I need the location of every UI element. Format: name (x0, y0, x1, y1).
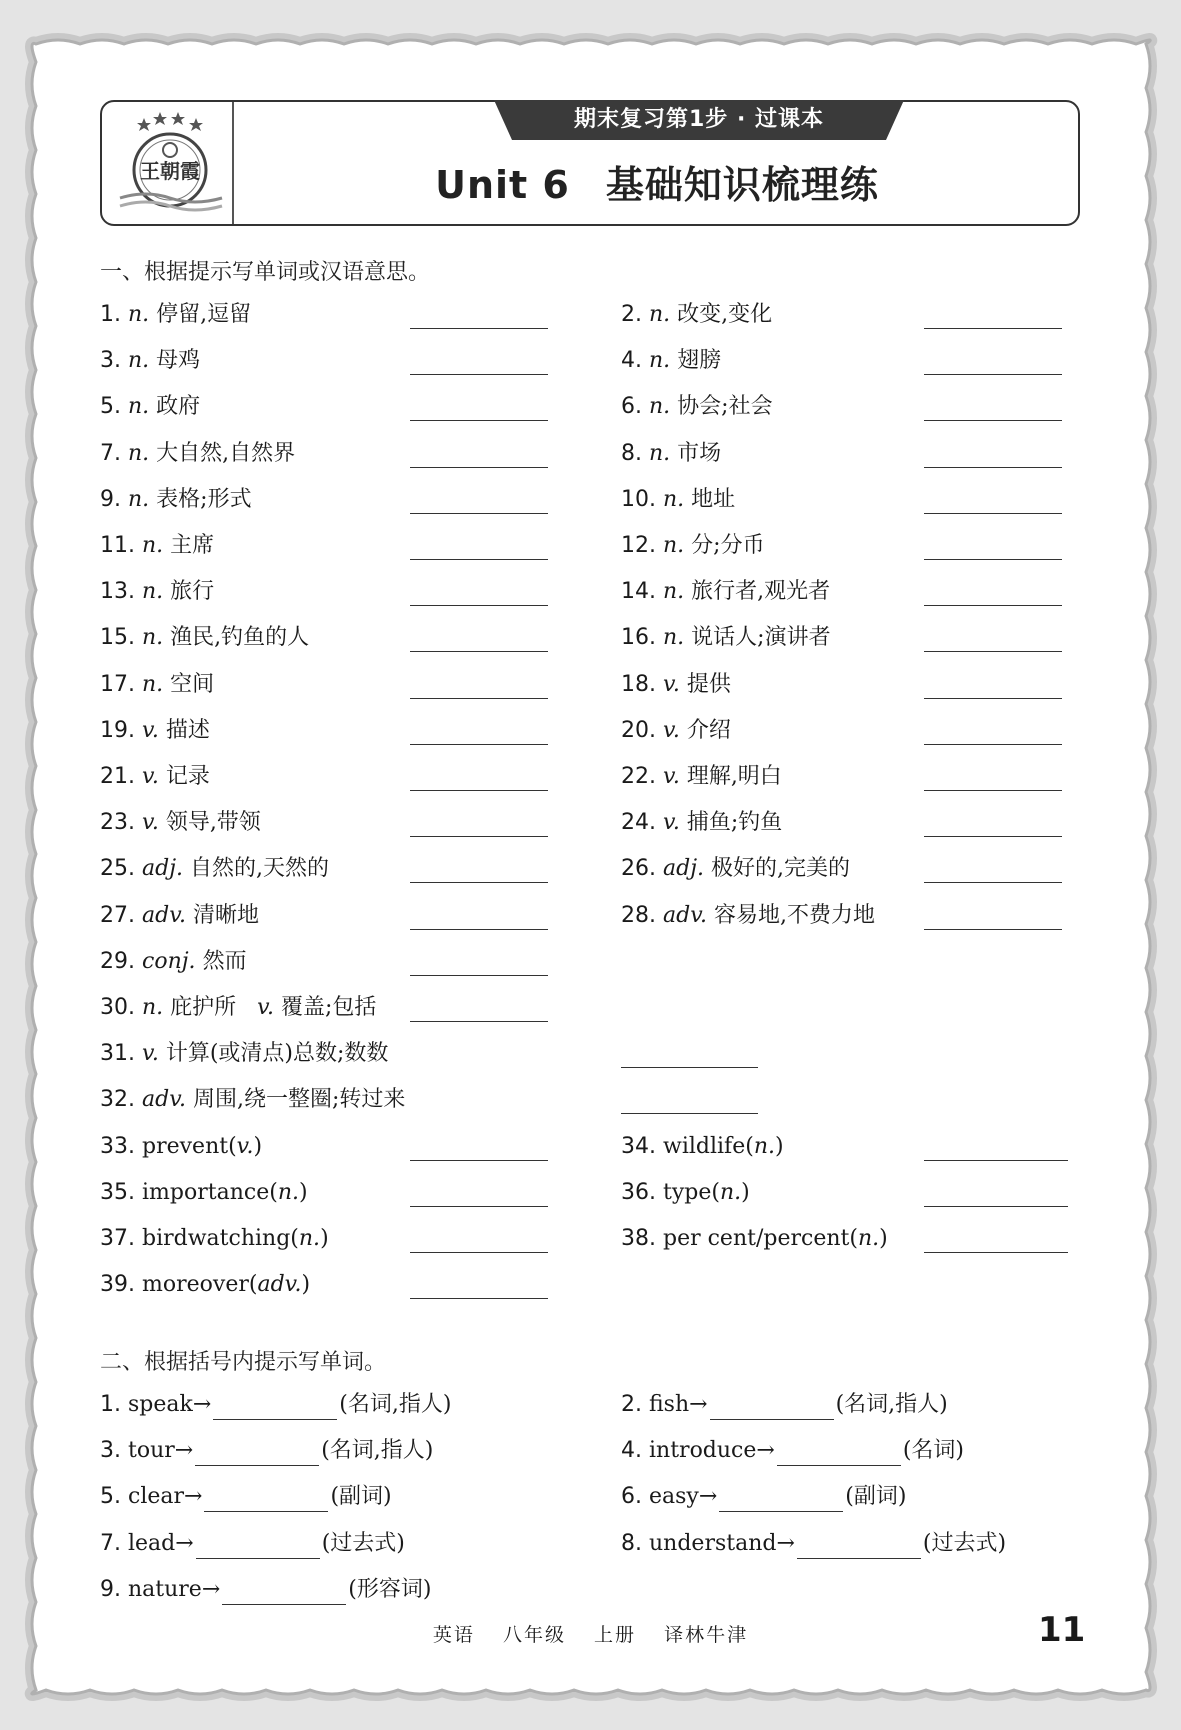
answer-blank[interactable] (222, 1582, 346, 1605)
item-number: 32. (100, 1087, 135, 1113)
item-meaning: 大自然,自然界 (156, 440, 296, 466)
part-of-speech: n. (142, 671, 164, 697)
answer-blank-4[interactable] (924, 374, 1062, 375)
review-step-label: 期末复习第1步 · 过课本 (574, 107, 824, 132)
item-number: 6. (621, 1484, 642, 1510)
item-number: 33. (100, 1133, 135, 1159)
item-7 (100, 439, 295, 469)
item-29 (100, 947, 247, 977)
item-16 (621, 623, 831, 653)
word-form-hint: (名词,指人) (339, 1392, 452, 1417)
section-2-title: 二、根据括号内提示写单词。 (100, 1350, 387, 1375)
answer-blank-8[interactable] (924, 467, 1062, 468)
item-number: 9. (100, 1576, 121, 1602)
item-meaning: 旅行 (170, 579, 215, 605)
answer-blank[interactable] (213, 1397, 337, 1420)
item-2 (621, 300, 772, 330)
answer-blank-35[interactable] (410, 1206, 548, 1207)
item-number: 39. (100, 1272, 135, 1298)
item-3 (100, 346, 200, 376)
item-number: 3. (100, 348, 121, 374)
rewrite-item-9 (100, 1575, 431, 1605)
answer-blank-1[interactable] (410, 328, 548, 329)
item-meaning: 提供 (686, 671, 731, 697)
item-meaning: 主席 (170, 533, 215, 558)
part-of-speech: n. (128, 486, 150, 512)
item-meaning: 理解,明白 (686, 764, 782, 789)
item-number: 23. (100, 810, 135, 836)
item-number: 16. (621, 625, 656, 651)
answer-blank-18[interactable] (924, 698, 1062, 699)
item-number: 18. (621, 671, 656, 697)
item-word: moreover (142, 1272, 249, 1298)
part-of-speech: n. (663, 625, 685, 651)
item-meaning: 渔民,钓鱼的人 (170, 625, 310, 651)
item-meaning: 旅行者,观光者 (691, 579, 831, 605)
item-number: 27. (100, 902, 135, 928)
base-word: nature→ (128, 1576, 221, 1602)
answer-blank-29[interactable] (410, 975, 548, 976)
item-number: 25. (100, 856, 135, 882)
answer-blank-3[interactable] (410, 374, 548, 375)
page-number: 11 (1038, 1610, 1086, 1650)
base-word: speak→ (128, 1392, 212, 1417)
item-number: 11. (100, 533, 135, 558)
item-36: 36. type(n.) (621, 1179, 750, 1205)
part-of-speech: adv. (142, 902, 187, 928)
part-of-speech: n. (128, 440, 150, 466)
item-number: 17. (100, 671, 135, 697)
item-number: 34. (621, 1133, 656, 1159)
part-of-speech-2: v. (257, 995, 274, 1020)
item-10 (621, 485, 735, 515)
item-14 (621, 577, 830, 607)
title-text: 基础知识梳理练 (605, 163, 879, 207)
item-24 (621, 808, 782, 838)
item-meaning: 容易地,不费力地 (714, 902, 876, 928)
part-of-speech: adv. (663, 902, 708, 928)
part-of-speech: v. (663, 764, 680, 789)
part-of-speech: n. (753, 1133, 775, 1159)
part-of-speech: n. (142, 533, 164, 558)
item-31 (100, 1039, 388, 1069)
answer-blank-25[interactable] (410, 882, 548, 883)
answer-blank-9[interactable] (410, 513, 548, 514)
answer-blank-11[interactable] (410, 559, 548, 560)
item-32 (100, 1085, 405, 1115)
answer-blank-7[interactable] (410, 467, 548, 468)
item-word: type (663, 1179, 712, 1205)
item-meaning: 表格;形式 (156, 486, 252, 512)
item-18 (621, 670, 731, 700)
item-6 (621, 392, 773, 422)
item-number: 5. (100, 394, 121, 420)
part-of-speech: n. (663, 533, 685, 558)
section-1-title: 一、根据提示写单词或汉语意思。 (100, 260, 431, 285)
base-word: introduce→ (649, 1438, 775, 1464)
item-meaning: 地址 (691, 486, 736, 512)
footer-volume: 上册 (594, 1624, 637, 1646)
word-form-hint: (副词) (845, 1484, 907, 1510)
answer-blank-27[interactable] (410, 929, 548, 930)
publisher-logo (116, 110, 228, 218)
answer-blank-5[interactable] (410, 420, 548, 421)
item-meaning: 政府 (156, 394, 201, 420)
item-meaning: 分;分币 (691, 533, 765, 558)
rewrite-item-5 (100, 1482, 392, 1512)
answer-blank-12[interactable] (924, 559, 1062, 560)
part-of-speech: n. (663, 486, 685, 512)
part-of-speech: adj. (663, 856, 705, 882)
word-form-hint: (名词) (902, 1438, 965, 1464)
item-number: 2. (621, 1392, 642, 1417)
item-meaning: 捕鱼;钓鱼 (686, 810, 783, 836)
item-meaning: 极好的,完美的 (711, 856, 851, 882)
answer-blank-22[interactable] (924, 790, 1062, 791)
item-number: 22. (621, 764, 656, 789)
item-meaning: 空间 (170, 671, 215, 697)
item-number: 3. (100, 1438, 121, 1464)
item-number: 4. (621, 348, 642, 374)
item-8 (621, 439, 721, 469)
item-25 (100, 854, 329, 884)
item-meaning: 自然的,天然的 (190, 856, 330, 882)
part-of-speech: n. (649, 302, 671, 327)
item-number: 8. (621, 440, 642, 466)
part-of-speech: n. (142, 625, 164, 651)
answer-blank[interactable] (777, 1443, 901, 1466)
part-of-speech: n. (719, 1179, 742, 1205)
answer-blank-2[interactable] (924, 328, 1062, 329)
part-of-speech: v. (142, 764, 159, 789)
item-number: 38. (621, 1226, 656, 1251)
review-step-tab (494, 100, 904, 140)
answer-blank-33[interactable] (410, 1160, 548, 1161)
item-number: 1. (100, 1392, 121, 1417)
rewrite-item-8 (621, 1529, 1006, 1559)
item-number: 10. (621, 486, 656, 512)
item-meaning: 计算(或清点)总数;数数 (165, 1041, 389, 1067)
answer-blank-31[interactable] (621, 1067, 758, 1068)
item-meaning: 母鸡 (156, 348, 201, 374)
part-of-speech: conj. (142, 948, 196, 974)
part-of-speech: v. (663, 671, 680, 697)
item-meaning: 领导,带领 (165, 810, 261, 836)
item-meaning: 然而 (202, 948, 247, 974)
answer-blank[interactable] (719, 1489, 843, 1512)
item-word: prevent (142, 1133, 229, 1159)
answer-blank-37[interactable] (410, 1252, 548, 1253)
answer-blank-15[interactable] (410, 651, 548, 652)
item-meaning-2: 覆盖;包括 (280, 995, 377, 1020)
part-of-speech: v. (663, 717, 680, 743)
item-meaning: 停留,逗留 (156, 302, 252, 327)
answer-blank-23[interactable] (410, 836, 548, 837)
part-of-speech: n. (128, 348, 150, 374)
item-17 (100, 670, 214, 700)
base-word: lead→ (128, 1530, 194, 1556)
part-of-speech: n. (663, 579, 685, 605)
item-number: 21. (100, 764, 135, 789)
item-number: 35. (100, 1179, 135, 1205)
part-of-speech: adv. (257, 1272, 302, 1298)
answer-blank-32[interactable] (621, 1113, 758, 1114)
part-of-speech: n. (277, 1179, 299, 1205)
item-28 (621, 901, 875, 931)
part-of-speech: v. (142, 1041, 159, 1067)
answer-blank-39[interactable] (410, 1298, 548, 1299)
item-number: 20. (621, 717, 656, 743)
item-number: 28. (621, 902, 656, 928)
word-form-hint: (过去式) (321, 1530, 405, 1556)
answer-blank-20[interactable] (924, 744, 1062, 745)
answer-blank-24[interactable] (924, 836, 1062, 837)
footer-edition: 译林牛津 (664, 1624, 749, 1646)
item-4 (621, 346, 721, 376)
part-of-speech: n. (142, 995, 164, 1020)
answer-blank-34[interactable] (924, 1160, 1068, 1161)
item-word: importance (142, 1179, 270, 1205)
rewrite-item-4 (621, 1436, 964, 1466)
item-number: 15. (100, 625, 135, 651)
item-37: 37. birdwatching(n.) (100, 1226, 329, 1251)
item-number: 29. (100, 948, 135, 974)
answer-blank-16[interactable] (924, 651, 1062, 652)
part-of-speech: n. (142, 579, 164, 605)
answer-blank-28[interactable] (924, 929, 1062, 930)
item-1 (100, 300, 251, 330)
item-26 (621, 854, 850, 884)
item-number: 26. (621, 856, 656, 882)
item-meaning: 庇护所 (170, 995, 237, 1020)
item-number: 14. (621, 579, 656, 605)
footer-subject: 英语 (432, 1624, 475, 1646)
item-meaning: 翅膀 (677, 348, 722, 374)
rewrite-item-2 (621, 1390, 948, 1420)
item-number: 12. (621, 533, 656, 558)
part-of-speech: v. (663, 810, 680, 836)
item-number: 30. (100, 995, 135, 1020)
answer-blank[interactable] (195, 1443, 319, 1466)
item-15 (100, 623, 309, 653)
answer-blank-10[interactable] (924, 513, 1062, 514)
footer (0, 1620, 1181, 1647)
item-23 (100, 808, 261, 838)
answer-blank-26[interactable] (924, 882, 1062, 883)
item-number: 19. (100, 717, 135, 743)
item-number: 8. (621, 1530, 642, 1556)
item-word: birdwatching (142, 1226, 291, 1251)
item-number: 36. (621, 1179, 656, 1205)
part-of-speech: n. (649, 394, 671, 420)
item-13 (100, 577, 214, 607)
word-form-hint: (名词,指人) (321, 1438, 434, 1464)
item-34: 34. wildlife(n.) (621, 1133, 784, 1159)
item-word: per cent/percent (663, 1226, 850, 1251)
item-number: 24. (621, 810, 656, 836)
item-meaning: 协会;社会 (677, 394, 773, 420)
part-of-speech: v. (236, 1133, 254, 1159)
rewrite-item-7 (100, 1529, 405, 1559)
item-5 (100, 392, 200, 422)
part-of-speech: n. (649, 348, 671, 374)
item-19 (100, 716, 210, 746)
item-number: 7. (100, 440, 121, 466)
page-title (232, 154, 1082, 209)
item-12 (621, 531, 765, 561)
item-30 (100, 993, 376, 1023)
part-of-speech: n. (857, 1226, 880, 1251)
item-38: 38. per cent/percent(n.) (621, 1226, 888, 1251)
base-word: clear→ (128, 1484, 203, 1510)
base-word: understand→ (649, 1530, 795, 1556)
header-banner (100, 100, 1080, 226)
part-of-speech: adj. (142, 856, 184, 882)
logo-text: 王朝霞 (140, 159, 200, 183)
item-27 (100, 901, 259, 931)
item-number: 1. (100, 302, 121, 327)
item-meaning: 周围,绕一整圈;转过来 (193, 1087, 406, 1113)
item-35: 35. importance(n.) (100, 1179, 308, 1205)
part-of-speech: v. (142, 717, 159, 743)
item-number: 4. (621, 1438, 642, 1464)
item-9 (100, 485, 252, 515)
item-21 (100, 762, 210, 792)
item-number: 7. (100, 1530, 121, 1556)
word-form-hint: (副词) (330, 1484, 392, 1510)
item-number: 5. (100, 1484, 121, 1510)
answer-blank-17[interactable] (410, 698, 548, 699)
base-word: fish→ (649, 1392, 708, 1417)
answer-blank[interactable] (196, 1536, 320, 1559)
part-of-speech: n. (128, 302, 150, 327)
rewrite-item-1 (100, 1390, 451, 1420)
item-meaning: 说话人;演讲者 (691, 625, 831, 651)
item-11 (100, 531, 214, 561)
word-form-hint: (形容词) (348, 1576, 432, 1602)
base-word: tour→ (128, 1438, 194, 1464)
item-meaning: 市场 (677, 440, 722, 466)
answer-blank-30[interactable] (410, 1021, 548, 1022)
answer-blank-6[interactable] (924, 420, 1062, 421)
answer-blank[interactable] (797, 1536, 921, 1559)
item-number: 31. (100, 1041, 135, 1067)
part-of-speech: n. (298, 1226, 321, 1251)
item-number: 6. (621, 394, 642, 420)
part-of-speech: v. (142, 810, 159, 836)
unit-label: Unit 6 (435, 163, 570, 207)
item-meaning: 介绍 (686, 717, 731, 743)
word-form-hint: (名词,指人) (835, 1392, 948, 1417)
item-number: 37. (100, 1226, 135, 1251)
item-22 (621, 762, 782, 792)
item-39: 39. moreover(adv.) (100, 1272, 311, 1298)
item-meaning: 清晰地 (193, 902, 260, 928)
part-of-speech: n. (649, 440, 671, 466)
answer-blank-38[interactable] (924, 1252, 1068, 1253)
footer-grade: 八年级 (502, 1624, 566, 1646)
item-number: 9. (100, 486, 121, 512)
answer-blank-13[interactable] (410, 605, 548, 606)
rewrite-item-6 (621, 1482, 906, 1512)
item-33: 33. prevent(v.) (100, 1133, 263, 1159)
item-meaning: 改变,变化 (677, 302, 773, 327)
answer-blank-36[interactable] (924, 1206, 1068, 1207)
item-20 (621, 716, 731, 746)
answer-blank-21[interactable] (410, 790, 548, 791)
item-number: 2. (621, 302, 642, 327)
item-word: wildlife (663, 1133, 746, 1159)
part-of-speech: n. (128, 394, 150, 420)
base-word: easy→ (649, 1484, 718, 1510)
item-number: 13. (100, 579, 135, 605)
answer-blank[interactable] (710, 1397, 834, 1420)
item-meaning: 描述 (165, 717, 210, 743)
part-of-speech: adv. (142, 1087, 187, 1113)
item-meaning: 记录 (165, 764, 210, 789)
answer-blank-14[interactable] (924, 605, 1062, 606)
word-form-hint: (过去式) (922, 1530, 1007, 1556)
rewrite-item-3 (100, 1436, 433, 1466)
answer-blank[interactable] (204, 1489, 328, 1512)
answer-blank-19[interactable] (410, 744, 548, 745)
